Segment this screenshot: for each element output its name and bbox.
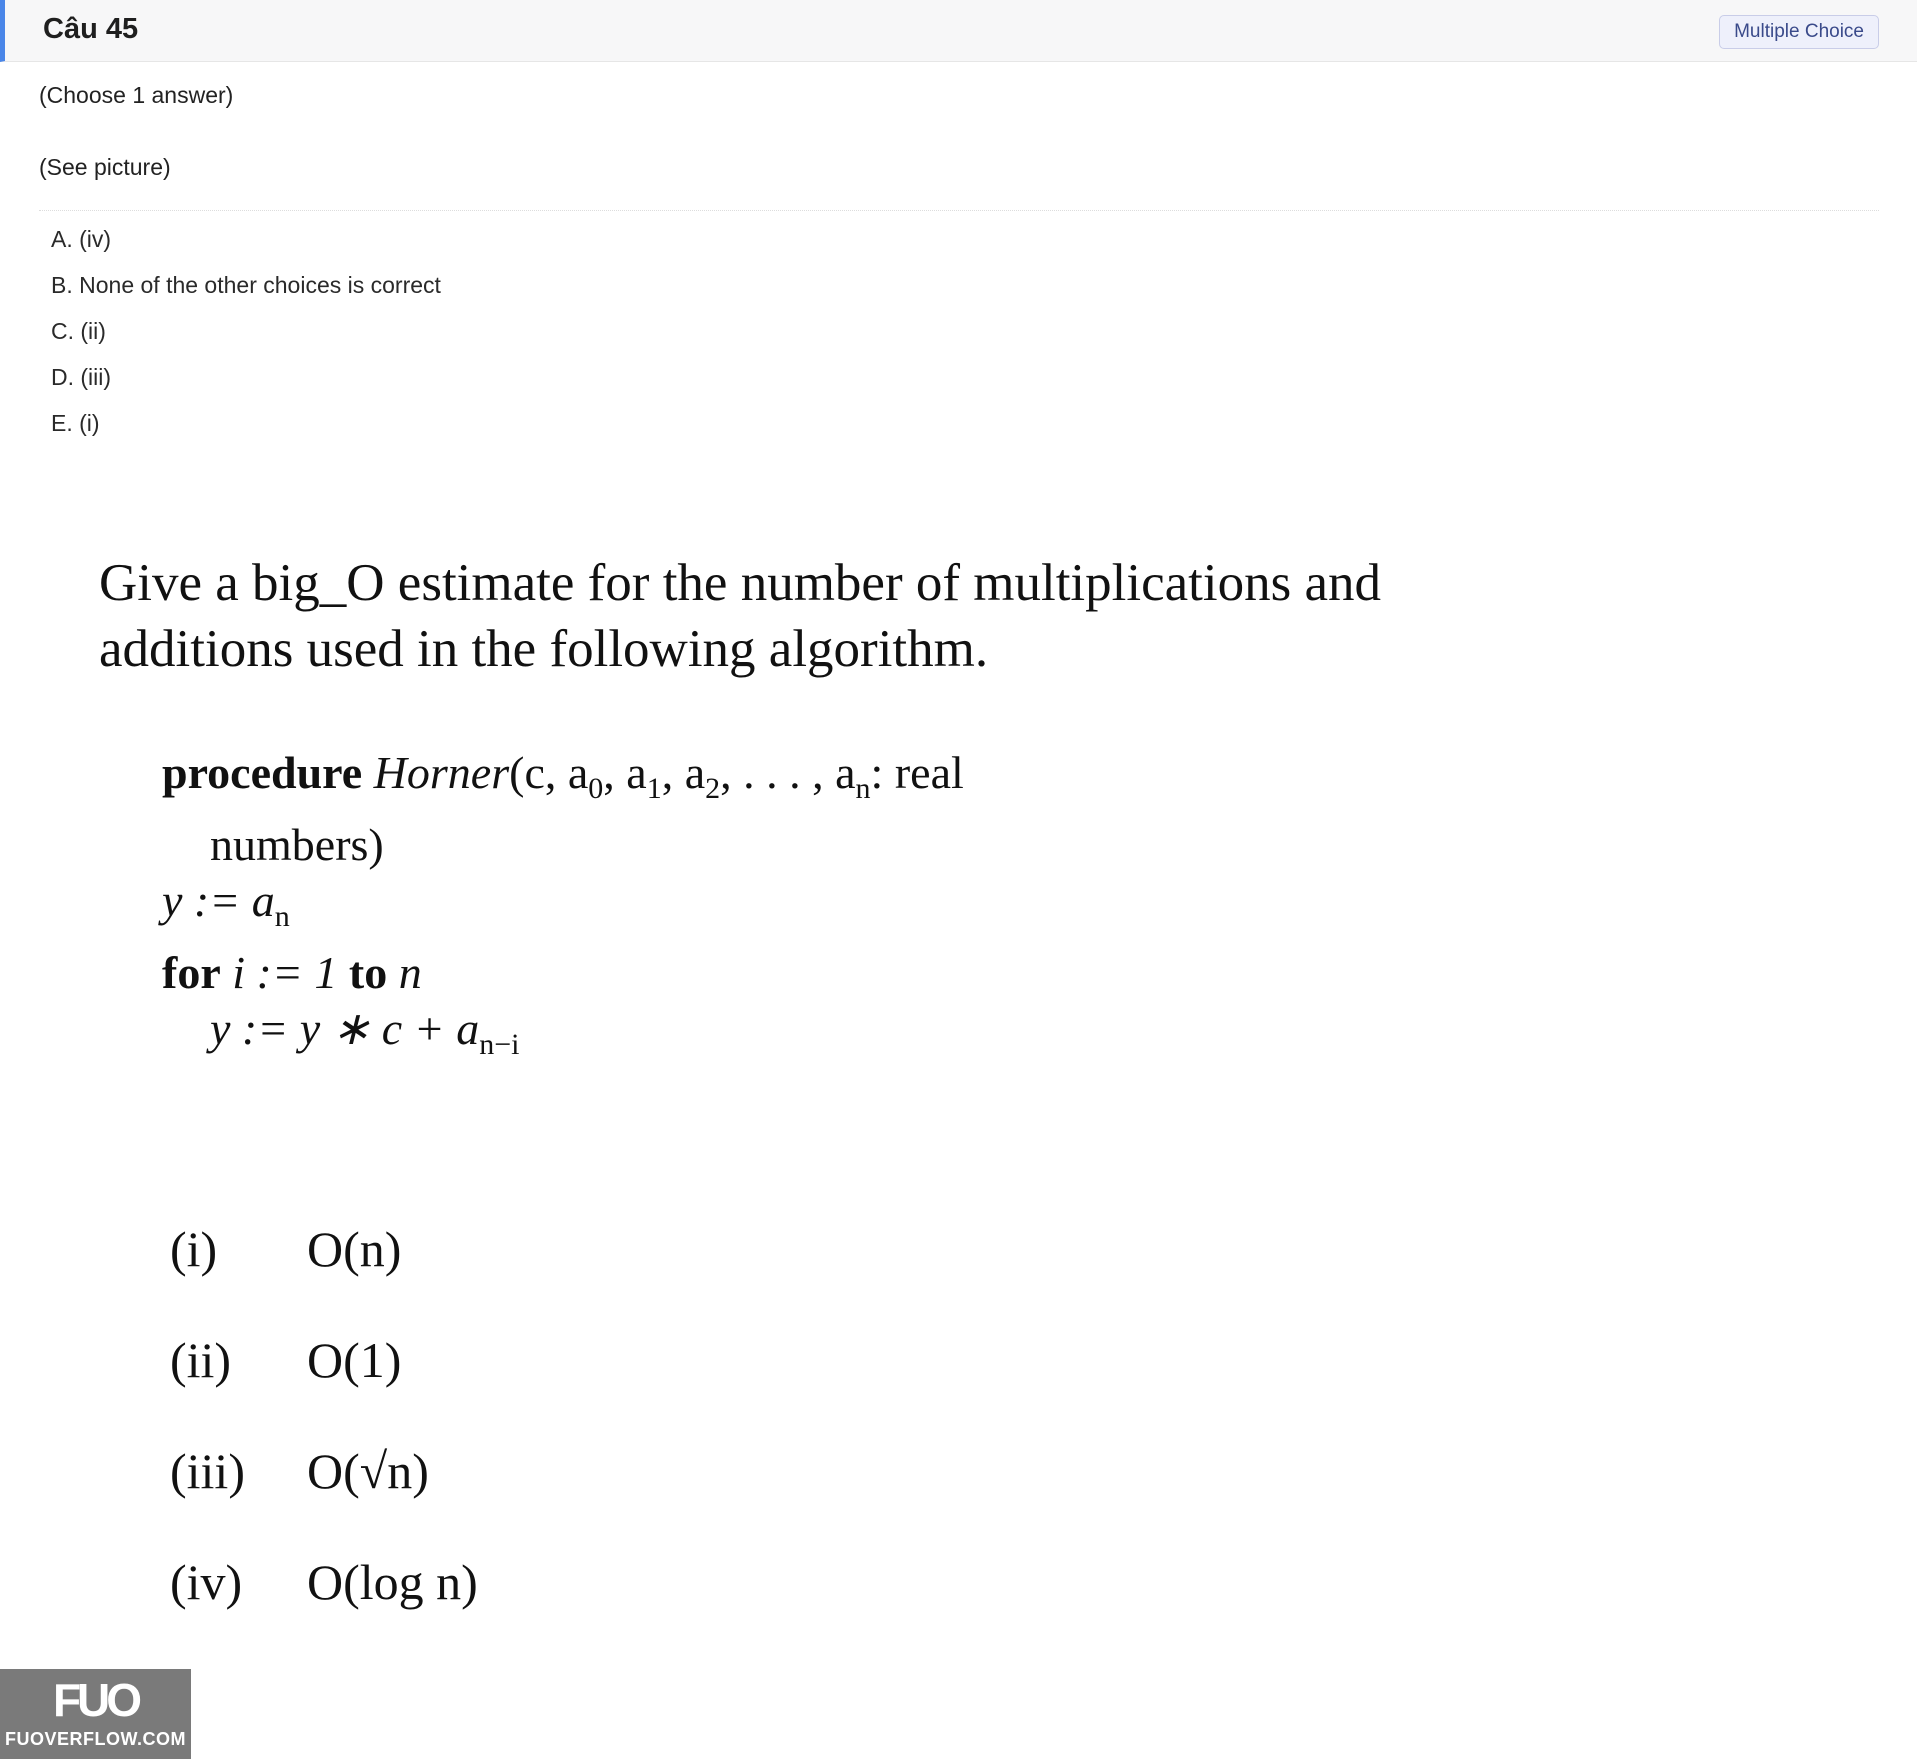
code-line-numbers: numbers) (210, 819, 384, 871)
keyword-procedure: procedure (162, 747, 363, 798)
params-sep-1: , a (603, 747, 647, 798)
problem-statement (99, 550, 1381, 682)
question-header (0, 0, 1917, 62)
keyword-for: for (162, 947, 221, 999)
subscript-0: 0 (588, 772, 604, 806)
question-picture (0, 520, 1917, 1660)
choice-c[interactable]: C. (ii) (51, 318, 106, 344)
option-label: (iii) (170, 1443, 245, 1499)
keyword-to: to (348, 947, 388, 999)
loop-variable: i := 1 (220, 947, 349, 999)
algorithm-code (162, 745, 964, 1074)
code-line-for (162, 945, 964, 1001)
option-label: (i) (170, 1221, 218, 1277)
complexity-options (170, 1220, 478, 1664)
problem-line-1: Give a big_O estimate for the number of multiplications and (99, 554, 1381, 612)
code-line-body (162, 1001, 964, 1073)
option-value: O(log n) (307, 1554, 478, 1610)
option-label: (ii) (170, 1332, 232, 1388)
subscript-1: 1 (646, 772, 662, 806)
option-iii (170, 1442, 478, 1553)
procedure-name: Horner (373, 747, 510, 798)
question-prompt: (See picture) (39, 154, 171, 180)
logo-site: FUOVERFLOW.COM (5, 1729, 186, 1749)
option-i (170, 1220, 478, 1331)
choice-e[interactable]: E. (i) (51, 410, 100, 436)
answer-choices (51, 220, 441, 450)
choice-b[interactable]: B. None of the other choices is correct (51, 272, 441, 298)
params-suffix: : real (870, 747, 964, 798)
option-value: O(√n) (307, 1443, 429, 1499)
divider (39, 210, 1879, 211)
choice-a[interactable]: A. (iv) (51, 226, 112, 252)
body-expression: y := y ∗ c + a (210, 1003, 480, 1055)
option-label: (iv) (170, 1554, 243, 1610)
params-sep-3: , . . . , a (720, 747, 856, 798)
body-subscript: n−i (479, 1028, 520, 1062)
loop-end: n (387, 947, 422, 999)
option-value: O(1) (307, 1332, 402, 1388)
assign-expression: y := a (162, 875, 275, 927)
params-prefix: (c, a (509, 747, 589, 798)
question-title: Câu 45 (43, 13, 139, 45)
subscript-2: 2 (705, 772, 721, 806)
option-iv (170, 1553, 478, 1664)
logo-mark: FUO (52, 1674, 139, 1726)
choice-d[interactable]: D. (iii) (51, 364, 112, 390)
problem-line-2: additions used in the following algorithm. (99, 620, 989, 678)
option-value: O(n) (307, 1221, 402, 1277)
params-sep-2: , a (661, 747, 706, 798)
assign-subscript: n (274, 900, 290, 934)
question-type-badge: Multiple Choice (1719, 15, 1879, 49)
question-instruction: (Choose 1 answer) (39, 82, 234, 108)
code-line-procedure (162, 745, 964, 817)
watermark-logo (0, 1669, 191, 1759)
option-ii (170, 1331, 478, 1442)
code-line-assign (162, 873, 964, 945)
subscript-n: n (855, 772, 871, 806)
